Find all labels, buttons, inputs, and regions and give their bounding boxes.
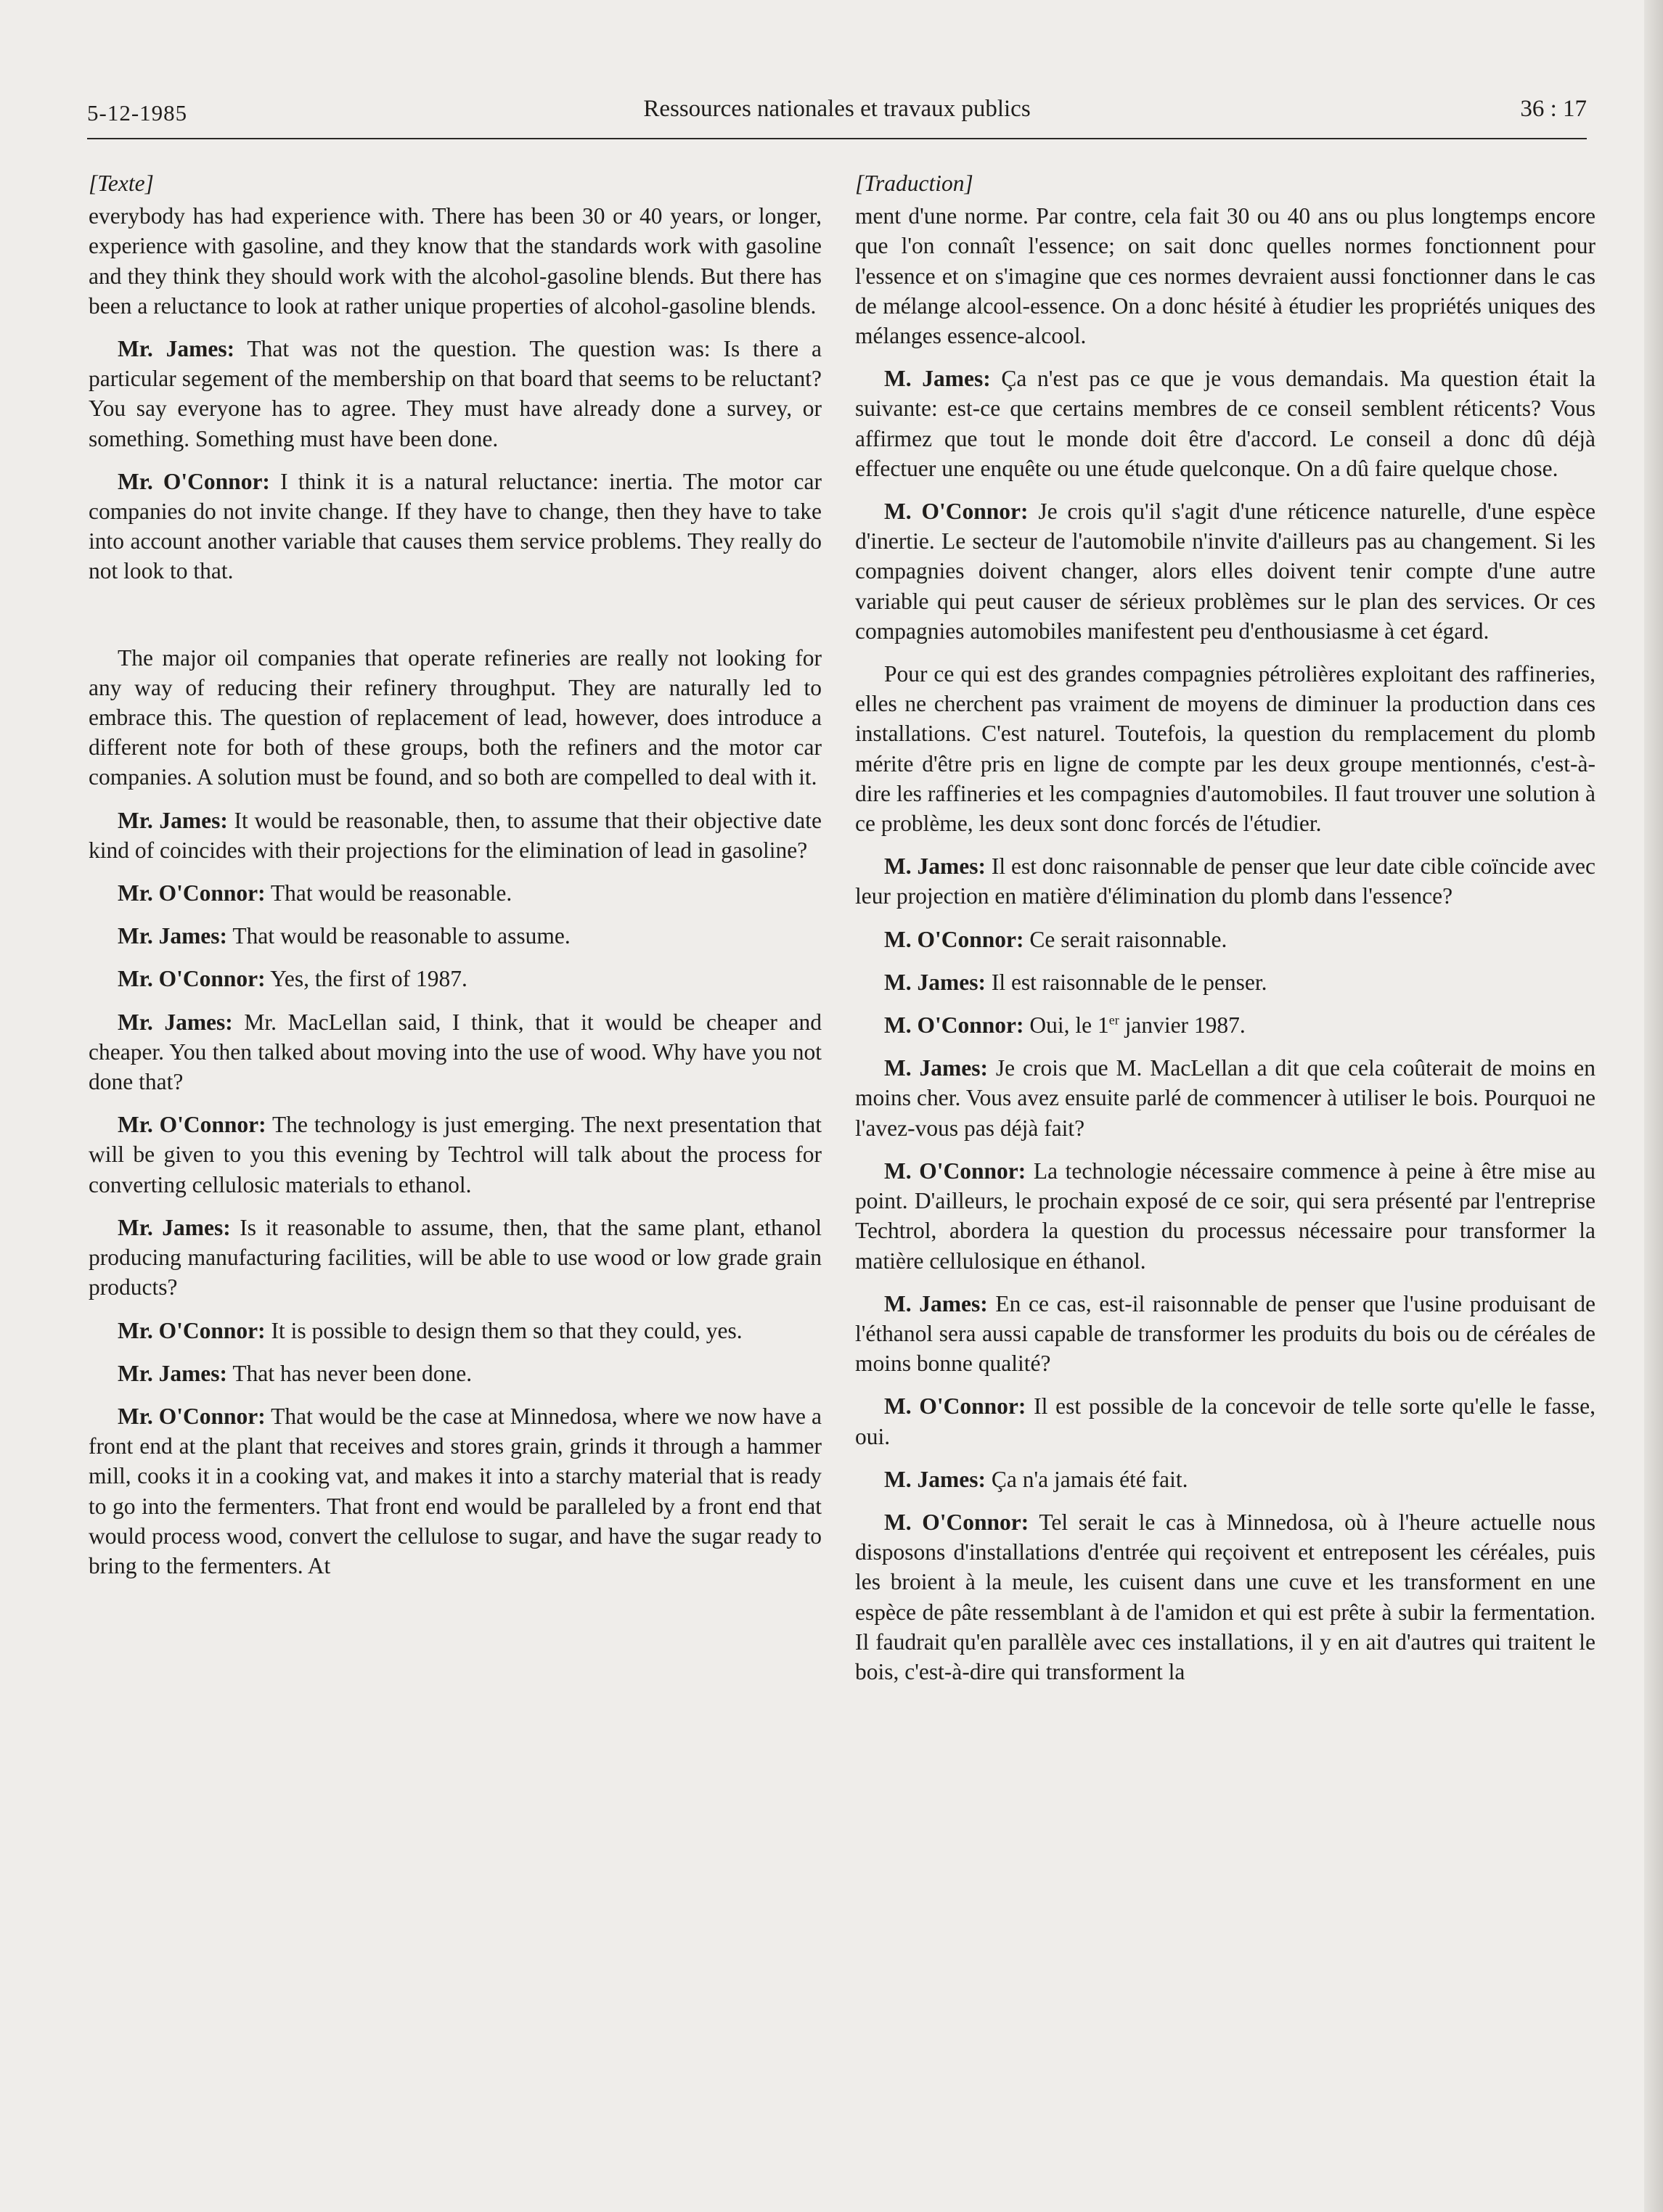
speech-paragraph xyxy=(855,364,1595,483)
speaker-name: M. James: xyxy=(884,1055,988,1081)
speech-paragraph xyxy=(89,1213,822,1303)
speech-text: That would be reasonable to assume. xyxy=(227,923,571,949)
paragraph: The major oil companies that operate refineries are really not looking for any way of reducing their refinery throughput. They are naturally led to embrace this. The question of replacement of lead, however, does introduce a different note for both of these groups, both the refiners and the motor car companies. A solution must be found, and so both are compelled to deal with it. xyxy=(89,644,822,790)
speaker-name: M. O'Connor: xyxy=(884,1012,1024,1039)
speech-paragraph xyxy=(89,1007,822,1097)
speaker-name: Mr. O'Connor: xyxy=(118,468,270,494)
paragraph: ment d'une norme. Par contre, cela fait 30 ou 40 ans ou plus longtemps encore que l'on connaît l'essence; on sait donc quelles normes fonctionnent pour l'essence et on s'imagine que ces normes devraient aussi fonctionner dans le cas de mélange alcool-essence. On a donc hésité à étudier les propriétés uniques des mélanges essence-alcool. xyxy=(855,203,1595,349)
speech-text: Ce serait raisonnable. xyxy=(1023,926,1227,952)
speaker-name: Mr. O'Connor: xyxy=(118,1112,266,1138)
speech-text: La technologie nécessaire commence à peine à être mise au point. D'ailleurs, le prochain exposé de ce soir, qui sera présenté par l'entreprise Techtrol, abordera la question du processus nécessaire pour transformer la matière cellulosique en éthanol. xyxy=(855,1158,1595,1274)
speaker-name: Mr. O'Connor: xyxy=(118,966,266,992)
speech-text: Je crois que M. MacLellan a dit que cela coûterait de moins en moins cher. Vous avez ensuite parlé de commencer à utiliser le bois. Pourquoi ne l'avez-vous pas déjà fait? xyxy=(855,1055,1596,1141)
paragraph: everybody has had experience with. There has been 30 or 40 years, or longer, experience with gasoline, and they know that the standards work with gasoline and they think they should work with the alcohol-gasoline blends. But there has been a reluctance to look at rather unique properties of alcohol-gasoline blends. xyxy=(89,203,822,319)
superscript: er xyxy=(1108,1012,1119,1028)
speaker-name: M. O'Connor: xyxy=(884,926,1024,952)
page-edge xyxy=(1644,0,1663,2212)
speech-paragraph xyxy=(855,496,1595,646)
speaker-name: M. James: xyxy=(884,969,986,995)
speaker-name: Mr. O'Connor: xyxy=(118,1403,266,1429)
speech-text: Tel serait le cas à Minnedosa, où à l'heure actuelle nous disposons d'installations d'entrée qui reçoivent et entreposent les céréales, puis les broient à la meule, les cuisent dans une cuve et les transforment en une espèce de pâte ressemblant à de l'amidon et qui est prête à subir la fermentation. Il faudrait qu'en parallèle avec ces installations, il y en ait d'autres qui traitent le bois, c'est-à-dire qui transforment la xyxy=(855,1509,1595,1684)
speech-paragraph xyxy=(855,1289,1595,1379)
speech-paragraph xyxy=(89,878,822,908)
header-page-number: 36 : 17 xyxy=(1520,96,1587,122)
speech-paragraph xyxy=(855,925,1595,954)
speech-paragraph xyxy=(855,1156,1595,1276)
speech-text: Is it reasonable to assume, then, that the same plant, ethanol producing manufacturing facilities, will be able to use wood or low grade grain products? xyxy=(89,1214,822,1300)
header-date: 5-12-1985 xyxy=(87,100,188,126)
speech-paragraph xyxy=(89,806,822,865)
column-tag: [Traduction] xyxy=(855,171,973,196)
speaker-name: Mr. O'Connor: xyxy=(118,880,266,906)
speech-text: En ce cas, est-il raisonnable de penser que l'usine produisant de l'éthanol sera aussi capable de transformer les produits du bois ou de céréales de moins bonne qualité? xyxy=(855,1290,1595,1377)
speaker-name: M. O'Connor: xyxy=(884,1158,1026,1184)
speech-paragraph xyxy=(855,1010,1595,1040)
speaker-name: Mr. O'Connor: xyxy=(118,1317,266,1343)
speaker-name: Mr. James: xyxy=(118,923,228,949)
speech-paragraph xyxy=(855,1391,1595,1451)
speech-text: Il est possible de la concevoir de telle sorte qu'elle le fasse, oui. xyxy=(855,1393,1595,1449)
speaker-name: Mr. James: xyxy=(118,807,228,833)
speaker-name: M. O'Connor: xyxy=(884,499,1029,525)
speech-text: I think it is a natural reluctance: inertia. The motor car companies do not invite change. If they have to change, then they have to take into account another variable that causes them service problems. They really do not look to that. xyxy=(89,468,822,584)
speech-text: That has never been done. xyxy=(227,1360,473,1386)
speech-paragraph xyxy=(855,1465,1595,1494)
speech-text: Je crois qu'il s'agit d'une réticence naturelle, d'une espèce d'inertie. Le secteur de l'automobile n'invite d'ailleurs pas au changement. Si les compagnies doivent changer, alors elles doivent tenir compte d'une autre variable qui peut causer de sérieux problèmes sur le plan des services. Or ces compagnies automobiles manifestent peu d'enthousiasme à cet égard. xyxy=(855,499,1595,644)
speech-text: That would be the case at Minnedosa, where we now have a front end at the plant that receives and stores grain, grinds it through a hammer mill, cooks it in a cooking vat, and makes it into a starchy material that is ready to go into the fermenters. That front end would be paralleled by a front end that would process wood, convert the cellulose to sugar, and have the sugar ready to bring to the fermenters. At xyxy=(89,1403,822,1578)
paragraph: Pour ce qui est des grandes compagnies pétrolières exploitant des raffineries, elles ne cherchent pas vraiment de moyens de diminuer la production dans ces installations. C'est naturel. Toutefois, la question du remplacement du plomb mérite d'être pris en ligne de compte par les deux groupe mentionnés, c'est-à-dire les raffineries et les compagnies d'automobiles. Il faut trouver une solution à ce problème, les deux sont donc forcés de l'étudier. xyxy=(855,661,1595,837)
speech-text: That would be reasonable. xyxy=(265,880,512,906)
speech-text: Il est donc raisonnable de penser que leur date cible coïncide avec leur projection en matière d'élimination du plomb dans l'essence? xyxy=(855,853,1595,909)
header-title: Ressources nationales et travaux publics xyxy=(643,96,1031,122)
speaker-name: M. James: xyxy=(884,1290,988,1316)
speaker-name: Mr. James: xyxy=(118,1360,228,1386)
speech-paragraph xyxy=(855,851,1595,911)
speaker-name: Mr. James: xyxy=(118,1009,233,1035)
speech-text: Ça n'est pas ce que je vous demandais. Ma question était la suivante: est-ce que certains membres de ce conseil semblent réticents? Vous affirmez que tout le monde doit être d'accord. Le conseil a donc dû déjà effectuer une enquête ou une étude quelconque. On a dû faire quelque chose. xyxy=(855,366,1595,481)
speech-paragraph xyxy=(89,921,822,951)
column-tag: [Texte] xyxy=(89,171,154,196)
speech-text: Il est raisonnable de le penser. xyxy=(985,969,1267,995)
english-column xyxy=(89,168,822,1594)
speech-paragraph xyxy=(89,1110,822,1200)
speech-paragraph xyxy=(89,467,822,586)
speech-text: It is possible to design them so that they could, yes. xyxy=(265,1317,743,1343)
speaker-name: Mr. James: xyxy=(118,336,235,362)
speech-paragraph xyxy=(855,967,1595,997)
speech-text: That was not the question. The question was: Is there a particular segement of the membership on that board that seems to be reluctant? You say everyone has to agree. They must have already done a survey, or something. Something must have been done. xyxy=(89,336,822,451)
speech-text: It would be reasonable, then, to assume that their objective date kind of coincides with their projections for the elimination of lead in gasoline? xyxy=(89,807,822,863)
speaker-name: M. James: xyxy=(884,366,991,392)
speaker-name: M. O'Connor: xyxy=(884,1509,1029,1535)
speech-paragraph xyxy=(89,964,822,994)
speech-text: The technology is just emerging. The next presentation that will be given to you this evening by Techtrol will talk about the process for converting cellulosic materials to ethanol. xyxy=(89,1112,822,1197)
speech-paragraph xyxy=(89,1359,822,1388)
speech-text: Oui, le 1 xyxy=(1023,1012,1109,1039)
speech-text: Ça n'a jamais été fait. xyxy=(985,1466,1188,1492)
speech-paragraph xyxy=(89,334,822,454)
paragraph-gap xyxy=(89,599,822,643)
speech-text: Mr. MacLellan said, I think, that it would be cheaper and cheaper. You then talked about moving into the use of wood. Why have you not done that? xyxy=(89,1009,822,1095)
speech-paragraph xyxy=(89,1401,822,1581)
speech-paragraph xyxy=(855,1507,1595,1687)
speaker-name: M. James: xyxy=(884,1466,986,1492)
french-column xyxy=(855,168,1595,1700)
speech-paragraph xyxy=(89,1316,822,1345)
speaker-name: Mr. James: xyxy=(118,1214,231,1240)
speaker-name: M. James: xyxy=(884,853,986,880)
speaker-name: M. O'Connor: xyxy=(884,1393,1026,1420)
page-header xyxy=(87,93,1587,139)
speech-text: Yes, the first of 1987. xyxy=(265,966,467,992)
speech-paragraph xyxy=(855,1053,1595,1143)
speech-text: janvier 1987. xyxy=(1119,1012,1246,1039)
